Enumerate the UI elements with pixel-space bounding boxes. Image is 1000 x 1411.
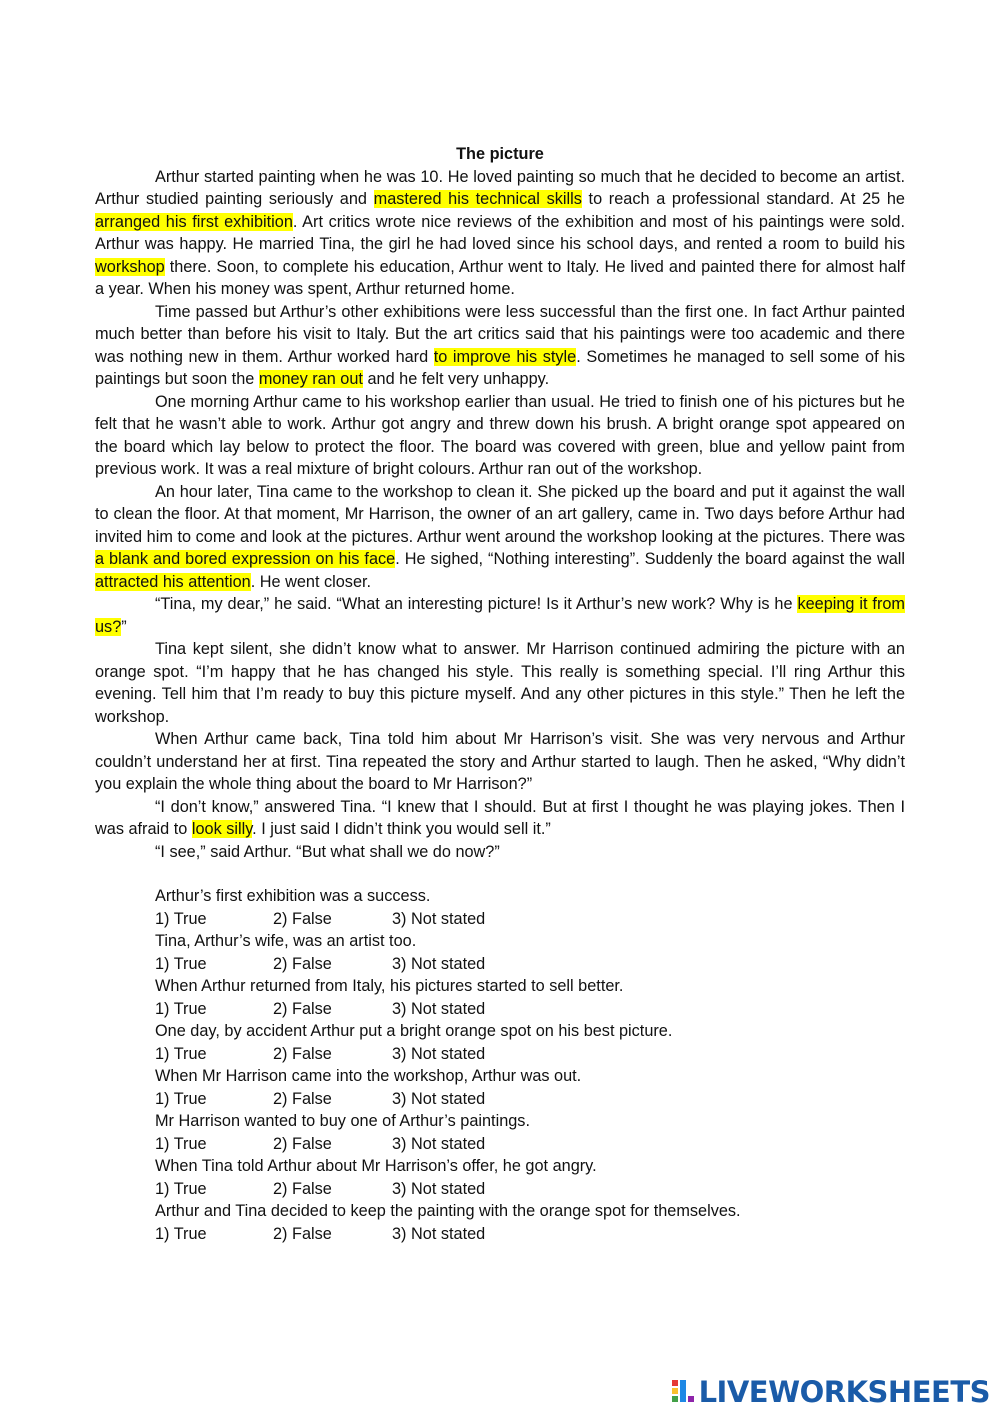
text-segment: Arthur started painting when he was 10. He loved painting so much that he decided to become an artist. Arthur studied painting seriously and xyxy=(95,167,905,208)
highlighted-phrase: money ran out xyxy=(258,370,363,388)
answer-option[interactable]: 1) True xyxy=(155,999,207,1018)
text-segment: . He went closer. xyxy=(250,572,372,591)
story-paragraph xyxy=(95,638,905,728)
text-segment: One morning Arthur came to his workshop earlier than usual. He tried to finish one of his pictures but he felt that he wasn’t able to work. Arthur got angry and threw down his brush. A bright orange spot appeared on the board which lay below to protect the floor. The board was covered with green, blue and yellow paint from previous work. It was a real mixture of bright colours. Arthur ran out of the workshop. xyxy=(95,392,905,478)
story-paragraph xyxy=(95,841,905,864)
answer-options xyxy=(155,1043,905,1066)
page-title: The picture xyxy=(456,145,544,163)
answer-option[interactable]: 2) False xyxy=(273,999,332,1018)
text-segment: . He sighed, “Nothing interesting”. Suddenly the board against the wall xyxy=(395,550,905,568)
answer-option[interactable]: 2) False xyxy=(273,1224,332,1243)
answer-option[interactable]: 3) Not stated xyxy=(392,954,486,973)
story-paragraph xyxy=(95,481,905,594)
answer-option[interactable]: 2) False xyxy=(273,1089,332,1108)
text-segment: An hour later, Tina came to the workshop to clean it. She picked up the board and put it against the wall to clean the floor. At that moment, Mr Harrison, the owner of an art gallery, came in. Two days before Arthur had invited him to come and look at the pictures. Arthur went around the workshop looking at the pictures. There was xyxy=(95,482,905,546)
highlighted-phrase: workshop xyxy=(95,257,165,276)
highlighted-phrase: look silly xyxy=(191,820,253,838)
answer-option[interactable]: 1) True xyxy=(155,909,207,928)
answer-option[interactable]: 3) Not stated xyxy=(392,1179,486,1198)
text-segment: Tina kept silent, she didn’t know what to answer. Mr Harrison continued admiring the picture with an orange spot. “I’m happy that he has changed his style. This really is something special. I’ll ring Arthur this evening. Tell him that I’m ready to buy this picture myself. And any other pictures in this style.” Then he left the workshop. xyxy=(95,640,905,726)
story-paragraph xyxy=(95,301,905,391)
highlighted-phrase: arranged his first exhibition xyxy=(95,212,293,231)
answer-option[interactable]: 1) True xyxy=(155,1134,207,1153)
text-segment: and he felt very unhappy. xyxy=(362,370,550,388)
answer-option[interactable]: 1) True xyxy=(155,1224,207,1243)
text-segment: . I just said I didn’t think you would sell it.” xyxy=(252,820,551,838)
text-segment: . Art critics wrote nice reviews of the exhibition and most of his paintings were sold. Arthur was happy. He married Tina, the girl he had loved since his school days, and rented a room to build his xyxy=(95,212,905,253)
answer-option[interactable]: 3) Not stated xyxy=(392,909,486,928)
answer-options xyxy=(155,998,905,1021)
answer-option[interactable]: 3) Not stated xyxy=(392,999,486,1018)
quiz-question: Tina, Arthur’s wife, was an artist too. xyxy=(155,932,417,950)
story-paragraph xyxy=(95,593,905,638)
answer-options xyxy=(155,953,905,976)
answer-option[interactable]: 2) False xyxy=(273,954,332,973)
text-segment: to reach a professional standard. At 25 he xyxy=(581,190,905,208)
liveworksheets-logo xyxy=(671,1376,990,1408)
answer-options xyxy=(155,1178,905,1201)
text-segment: “Tina, my dear,” he said. “What an interesting picture! Is it Arthur’s new work? Why is he xyxy=(155,595,798,613)
quiz-question: Mr Harrison wanted to buy one of Arthur’s paintings. xyxy=(155,1112,530,1130)
liveworksheets-logo-icon xyxy=(671,1378,695,1406)
section-gap xyxy=(95,863,905,885)
answer-option[interactable]: 1) True xyxy=(155,1179,207,1198)
answer-option[interactable]: 1) True xyxy=(155,1044,207,1063)
quiz-question: Arthur’s first exhibition was a success. xyxy=(155,887,431,905)
quiz-question: When Mr Harrison came into the workshop, Arthur was out. xyxy=(155,1067,582,1085)
story-text xyxy=(95,166,905,864)
quiz-question: When Arthur returned from Italy, his pictures started to sell better. xyxy=(155,977,624,995)
answer-option[interactable]: 2) False xyxy=(273,909,332,928)
text-segment: “I don’t know,” answered Tina. “I knew that I should. But at first I thought he was playing jokes. Then I was afraid to xyxy=(95,797,905,838)
liveworksheets-logo-text: LIVEWORKSHEETS xyxy=(698,1375,990,1409)
highlighted-phrase: mastered his technical skills xyxy=(373,190,582,208)
answer-option[interactable]: 2) False xyxy=(273,1179,332,1198)
story-paragraph xyxy=(95,728,905,796)
answer-option[interactable]: 1) True xyxy=(155,1089,207,1108)
worksheet-page xyxy=(95,143,905,1245)
answer-option[interactable]: 2) False xyxy=(273,1134,332,1153)
text-segment: ” xyxy=(121,617,127,636)
answer-option[interactable]: 2) False xyxy=(273,1044,332,1063)
highlighted-phrase: a blank and bored expression on his face xyxy=(95,550,396,568)
story-paragraph xyxy=(95,796,905,841)
quiz-question: Arthur and Tina decided to keep the painting with the orange spot for themselves. xyxy=(155,1202,741,1220)
answer-option[interactable]: 1) True xyxy=(155,954,207,973)
story-paragraph xyxy=(95,391,905,481)
answer-option[interactable]: 3) Not stated xyxy=(392,1044,486,1063)
highlighted-phrase: keeping it from us? xyxy=(95,595,905,636)
answer-option[interactable]: 3) Not stated xyxy=(392,1134,486,1153)
answer-options xyxy=(155,1133,905,1156)
highlighted-phrase: attracted his attention xyxy=(95,572,251,591)
text-segment: “I see,” said Arthur. “But what shall we do now?” xyxy=(155,842,500,861)
quiz-section xyxy=(155,885,905,1245)
answer-options xyxy=(155,908,905,931)
highlighted-phrase: to improve his style xyxy=(433,347,577,366)
text-segment: When Arthur came back, Tina told him about Mr Harrison’s visit. She was very nervous and Arthur couldn’t understand her at first. Tina repeated the story and Arthur started to laugh. Then he asked, “Why didn’t you explain the whole thing about the board to Mr Harrison?” xyxy=(95,730,905,793)
text-segment: . Sometimes he managed to sell some of his paintings but soon the xyxy=(95,347,905,388)
quiz-question: One day, by accident Arthur put a bright orange spot on his best picture. xyxy=(155,1022,673,1040)
answer-option[interactable]: 3) Not stated xyxy=(392,1089,486,1108)
quiz-question: When Tina told Arthur about Mr Harrison’s offer, he got angry. xyxy=(155,1157,597,1175)
text-segment: Time passed but Arthur’s other exhibitions were less successful than the first one. In fact Arthur painted much better than before his visit to Italy. But the art critics said that his paintings were too academic and there was nothing new in them. Arthur worked hard xyxy=(95,302,905,366)
text-segment: there. Soon, to complete his education, Arthur went to Italy. He lived and painted there for almost half a year. When his money was spent, Arthur returned home. xyxy=(95,257,905,298)
story-paragraph xyxy=(95,166,905,301)
answer-option[interactable]: 3) Not stated xyxy=(392,1224,486,1243)
answer-options xyxy=(155,1088,905,1111)
answer-options xyxy=(155,1223,905,1246)
